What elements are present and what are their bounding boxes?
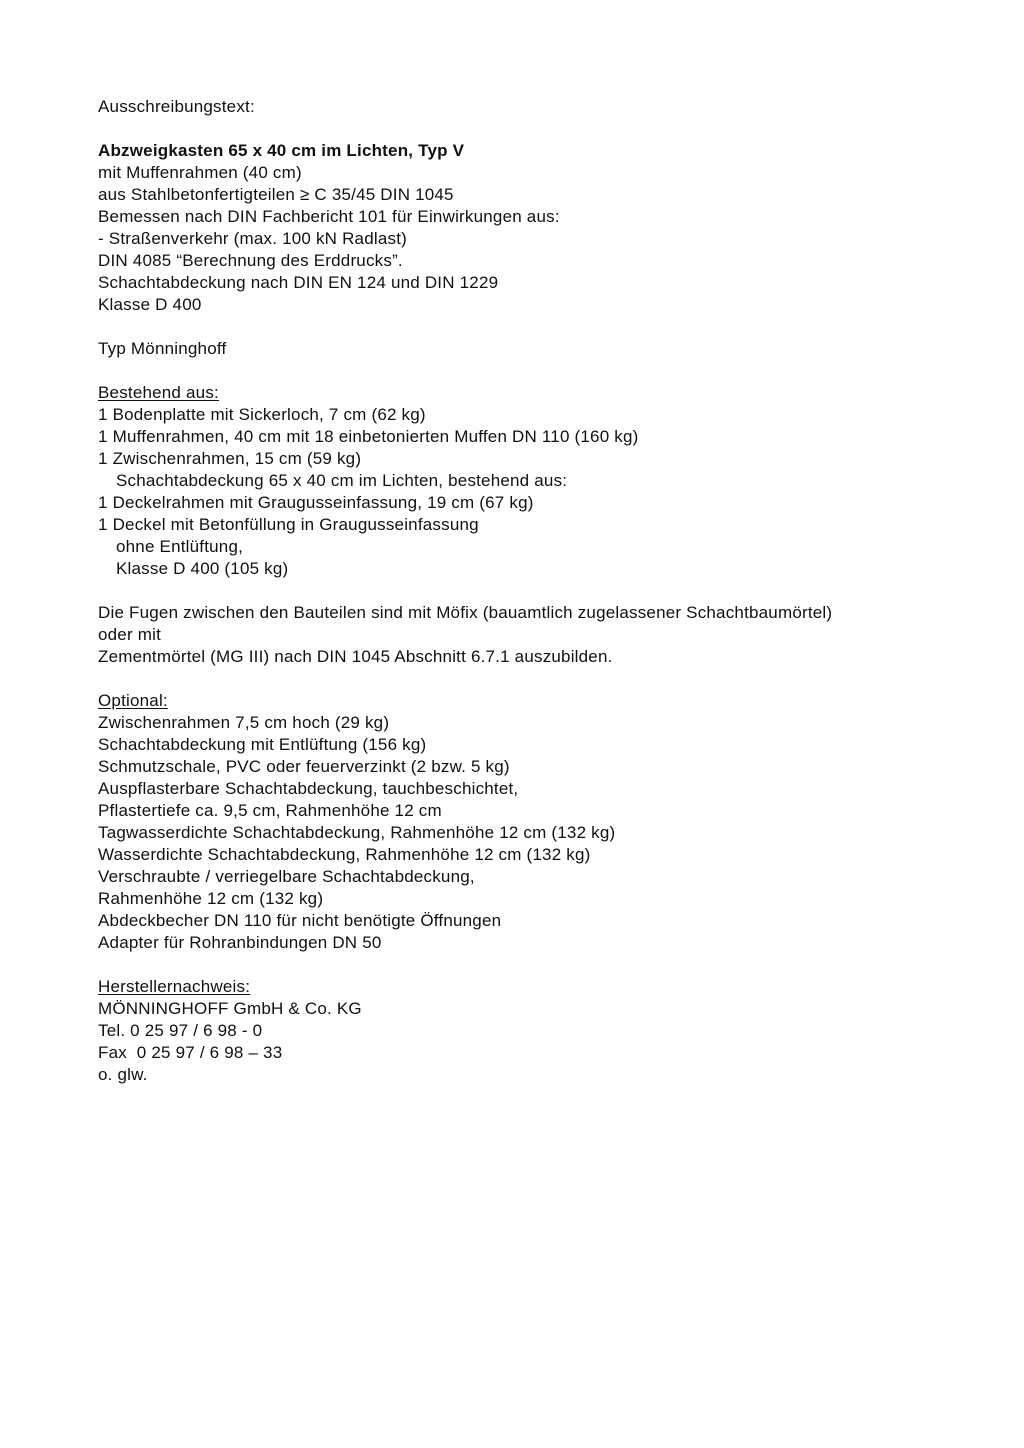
spec-line: Bemessen nach DIN Fachbericht 101 für Einwirkungen aus: [98, 207, 560, 226]
component-item: 1 Zwischenrahmen, 15 cm (59 kg) [98, 449, 362, 468]
joint-note-line: Zementmörtel (MG III) nach DIN 1045 Abschnitt 6.7.1 auszubilden. [98, 647, 613, 666]
joint-note-line: Die Fugen zwischen den Bauteilen sind mit Möfix (bauamtlich zugelassener Schachtbaumörtel) [98, 603, 833, 622]
manufacturer-name: MÖNNINGHOFF GmbH & Co. KG [98, 999, 362, 1018]
optional-item: Adapter für Rohranbindungen DN 50 [98, 933, 382, 952]
spacer [98, 360, 958, 382]
spec-line: DIN 4085 “Berechnung des Erddrucks”. [98, 251, 403, 270]
optional-item: Wasserdichte Schachtabdeckung, Rahmenhöhe 12 cm (132 kg) [98, 845, 591, 864]
component-item: 1 Deckelrahmen mit Graugusseinfassung, 19 cm (67 kg) [98, 493, 534, 512]
spec-line: aus Stahlbetonfertigteilen ≥ C 35/45 DIN 1045 [98, 185, 454, 204]
optional-heading: Optional: [98, 691, 168, 710]
optional-item: Tagwasserdichte Schachtabdeckung, Rahmenhöhe 12 cm (132 kg) [98, 823, 616, 842]
optional-item: Schmutzschale, PVC oder feuerverzinkt (2 bzw. 5 kg) [98, 757, 510, 776]
optional-item: Zwischenrahmen 7,5 cm hoch (29 kg) [98, 713, 390, 732]
spec-line: mit Muffenrahmen (40 cm) [98, 163, 302, 182]
optional-item: Schachtabdeckung mit Entlüftung (156 kg) [98, 735, 427, 754]
fax-line: Fax 0 25 97 / 6 98 – 33 [98, 1043, 283, 1062]
optional-item: Rahmenhöhe 12 cm (132 kg) [98, 889, 324, 908]
spacer [98, 580, 958, 602]
spacer [98, 668, 958, 690]
component-item: 1 Deckel mit Betonfüllung in Graugusseinfassung [98, 515, 479, 534]
spec-line: - Straßenverkehr (max. 100 kN Radlast) [98, 229, 407, 248]
optional-item: Auspflasterbare Schachtabdeckung, tauchbeschichtet, [98, 779, 519, 798]
spacer [98, 316, 958, 338]
optional-item: Abdeckbecher DN 110 für nicht benötigte Öffnungen [98, 911, 502, 930]
optional-item: Pflastertiefe ca. 9,5 cm, Rahmenhöhe 12 cm [98, 801, 442, 820]
spacer [98, 954, 958, 976]
equivalence-note: o. glw. [98, 1065, 148, 1084]
manufacturer-heading: Herstellernachweis: [98, 977, 251, 996]
product-title: Abzweigkasten 65 x 40 cm im Lichten, Typ V [98, 141, 465, 160]
intro-label: Ausschreibungstext: [98, 97, 255, 116]
joint-note-line: oder mit [98, 625, 162, 644]
optional-item: Verschraubte / verriegelbare Schachtabdeckung, [98, 867, 475, 886]
spacer [98, 118, 958, 140]
component-item: 1 Bodenplatte mit Sickerloch, 7 cm (62 kg) [98, 405, 426, 424]
type-designation: Typ Mönninghoff [98, 339, 227, 358]
components-heading: Bestehend aus: [98, 383, 219, 402]
component-item: Schachtabdeckung 65 x 40 cm im Lichten, bestehend aus: [116, 471, 568, 490]
component-item: Klasse D 400 (105 kg) [116, 559, 289, 578]
spec-line: Klasse D 400 [98, 295, 202, 314]
spec-line: Schachtabdeckung nach DIN EN 124 und DIN 1229 [98, 273, 499, 292]
component-item: 1 Muffenrahmen, 40 cm mit 18 einbetonierten Muffen DN 110 (160 kg) [98, 427, 639, 446]
tel-line: Tel. 0 25 97 / 6 98 - 0 [98, 1021, 263, 1040]
document-body [98, 96, 958, 1086]
component-item: ohne Entlüftung, [116, 537, 244, 556]
